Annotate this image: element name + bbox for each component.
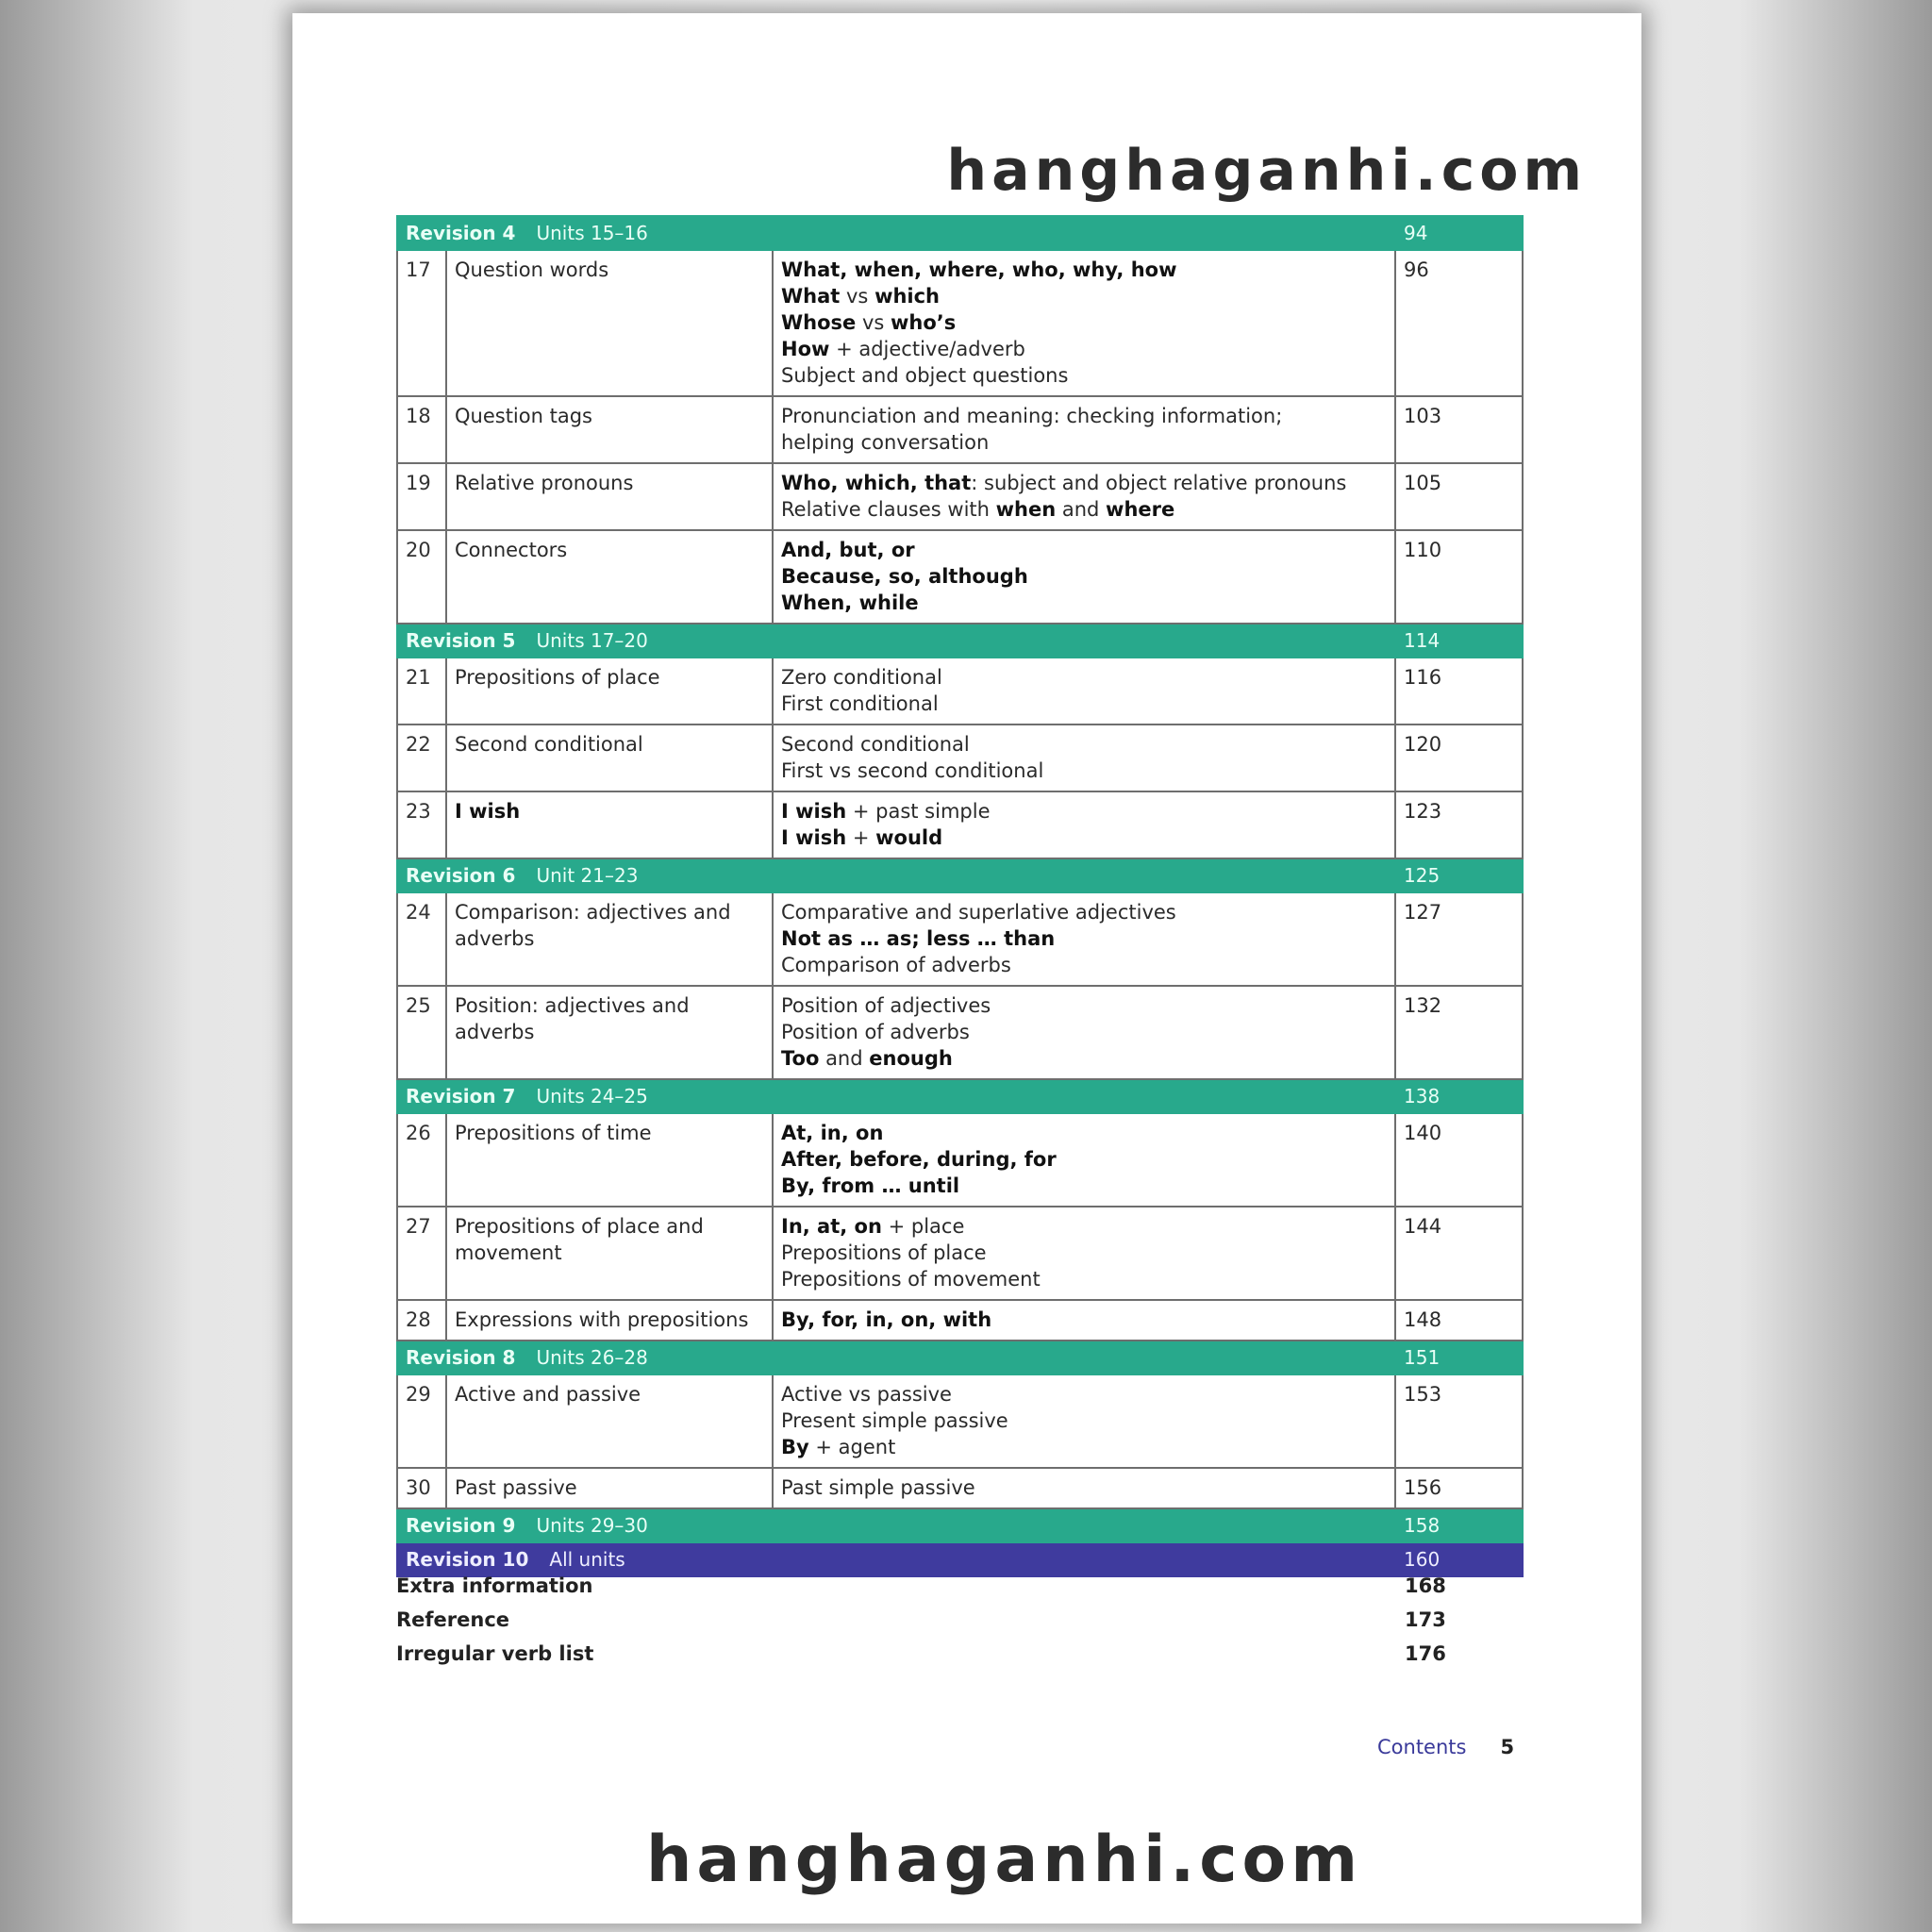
unit-title: Prepositions of place and movement [446, 1207, 773, 1300]
revision-page: 158 [1395, 1508, 1523, 1542]
contents-table [396, 215, 1524, 1577]
unit-title: Prepositions of time [446, 1113, 773, 1207]
watermark-bottom: hanghaganhi.com [646, 1823, 1363, 1897]
unit-title: I wish [446, 791, 773, 858]
unit-row [397, 250, 1523, 396]
appendix-item [396, 1642, 1453, 1676]
unit-number: 19 [397, 463, 446, 530]
revision-row [397, 1079, 1523, 1113]
unit-title: Past passive [446, 1468, 773, 1508]
unit-number: 25 [397, 986, 446, 1079]
unit-title: Position: adjectives and adverbs [446, 986, 773, 1079]
unit-topics: In, at, on + place Prepositions of place Prepositions of movement [773, 1207, 1395, 1300]
appendix-list [396, 1574, 1453, 1676]
unit-topics: At, in, on After, before, during, for By, from … until [773, 1113, 1395, 1207]
revision-label: Revision 10 All units [397, 1542, 1395, 1576]
unit-page: 127 [1395, 892, 1523, 986]
unit-row [397, 1374, 1523, 1468]
unit-topics: Position of adjectives Position of adverbs Too and enough [773, 986, 1395, 1079]
unit-title: Active and passive [446, 1374, 773, 1468]
unit-number: 24 [397, 892, 446, 986]
page-number: 5 [1500, 1736, 1515, 1758]
revision-label: Revision 8 Units 26–28 [397, 1341, 1395, 1374]
unit-page: 148 [1395, 1300, 1523, 1341]
revision-page: 138 [1395, 1079, 1523, 1113]
unit-page: 140 [1395, 1113, 1523, 1207]
unit-topics: I wish + past simple I wish + would [773, 791, 1395, 858]
revision-row [397, 858, 1523, 892]
unit-row [397, 791, 1523, 858]
unit-number: 20 [397, 530, 446, 624]
unit-page: 103 [1395, 396, 1523, 463]
unit-page: 132 [1395, 986, 1523, 1079]
unit-topics: Second conditional First vs second conditional [773, 724, 1395, 791]
unit-topics: By, for, in, on, with [773, 1300, 1395, 1341]
unit-topics: And, but, or Because, so, although When, while [773, 530, 1395, 624]
unit-number: 18 [397, 396, 446, 463]
unit-title: Expressions with prepositions [446, 1300, 773, 1341]
appendix-item [396, 1608, 1453, 1642]
revision-page: 160 [1395, 1542, 1523, 1576]
unit-row [397, 986, 1523, 1079]
unit-row [397, 530, 1523, 624]
unit-page: 105 [1395, 463, 1523, 530]
appendix-label: Irregular verb list [396, 1642, 594, 1665]
revision-row [397, 1341, 1523, 1374]
unit-topics: Who, which, that: subject and object relative pronouns Relative clauses with when and where [773, 463, 1395, 530]
unit-topics: Pronunciation and meaning: checking information; helping conversation [773, 396, 1395, 463]
unit-title: Comparison: adjectives and adverbs [446, 892, 773, 986]
revision-label: Revision 5 Units 17–20 [397, 624, 1395, 658]
unit-number: 28 [397, 1300, 446, 1341]
revision-page: 151 [1395, 1341, 1523, 1374]
unit-title: Relative pronouns [446, 463, 773, 530]
unit-row [397, 1207, 1523, 1300]
unit-topics: Comparative and superlative adjectives Not as … as; less … than Comparison of adverbs [773, 892, 1395, 986]
unit-number: 21 [397, 658, 446, 724]
page-footer [1377, 1736, 1514, 1758]
unit-page: 144 [1395, 1207, 1523, 1300]
unit-row [397, 658, 1523, 724]
revision-page: 125 [1395, 858, 1523, 892]
unit-number: 30 [397, 1468, 446, 1508]
appendix-label: Reference [396, 1608, 510, 1631]
unit-row [397, 1113, 1523, 1207]
unit-number: 27 [397, 1207, 446, 1300]
unit-row [397, 463, 1523, 530]
appendix-item [396, 1574, 1453, 1608]
unit-number: 22 [397, 724, 446, 791]
appendix-page: 168 [1405, 1574, 1446, 1597]
appendix-page: 173 [1405, 1608, 1446, 1631]
unit-row [397, 1468, 1523, 1508]
revision-label: Revision 6 Unit 21–23 [397, 858, 1395, 892]
unit-number: 23 [397, 791, 446, 858]
unit-row [397, 396, 1523, 463]
unit-page: 153 [1395, 1374, 1523, 1468]
unit-topics: Zero conditional First conditional [773, 658, 1395, 724]
revision-row [397, 1508, 1523, 1542]
revision-label: Revision 7 Units 24–25 [397, 1079, 1395, 1113]
appendix-label: Extra information [396, 1574, 593, 1597]
revision-page: 94 [1395, 216, 1523, 250]
revision-row [397, 624, 1523, 658]
watermark-top: hanghaganhi.com [946, 138, 1587, 204]
unit-number: 26 [397, 1113, 446, 1207]
revision-label: Revision 4 Units 15–16 [397, 216, 1395, 250]
revision-row [397, 216, 1523, 250]
unit-number: 29 [397, 1374, 446, 1468]
unit-page: 96 [1395, 250, 1523, 396]
footer-section-name: Contents [1377, 1736, 1467, 1758]
book-page [292, 13, 1641, 1924]
unit-title: Prepositions of place [446, 658, 773, 724]
unit-page: 110 [1395, 530, 1523, 624]
unit-topics: What, when, where, who, why, how What vs which Whose vs who’s How + adjective/adverb Subject and object questions [773, 250, 1395, 396]
revision-label: Revision 9 Units 29–30 [397, 1508, 1395, 1542]
unit-page: 123 [1395, 791, 1523, 858]
unit-number: 17 [397, 250, 446, 396]
unit-page: 120 [1395, 724, 1523, 791]
unit-row [397, 1300, 1523, 1341]
unit-title: Connectors [446, 530, 773, 624]
unit-title: Second conditional [446, 724, 773, 791]
appendix-page: 176 [1405, 1642, 1446, 1665]
unit-title: Question tags [446, 396, 773, 463]
unit-page: 116 [1395, 658, 1523, 724]
unit-topics: Active vs passive Present simple passive By + agent [773, 1374, 1395, 1468]
unit-row [397, 724, 1523, 791]
unit-title: Question words [446, 250, 773, 396]
unit-page: 156 [1395, 1468, 1523, 1508]
revision-row [397, 1542, 1523, 1576]
revision-page: 114 [1395, 624, 1523, 658]
unit-topics: Past simple passive [773, 1468, 1395, 1508]
unit-row [397, 892, 1523, 986]
